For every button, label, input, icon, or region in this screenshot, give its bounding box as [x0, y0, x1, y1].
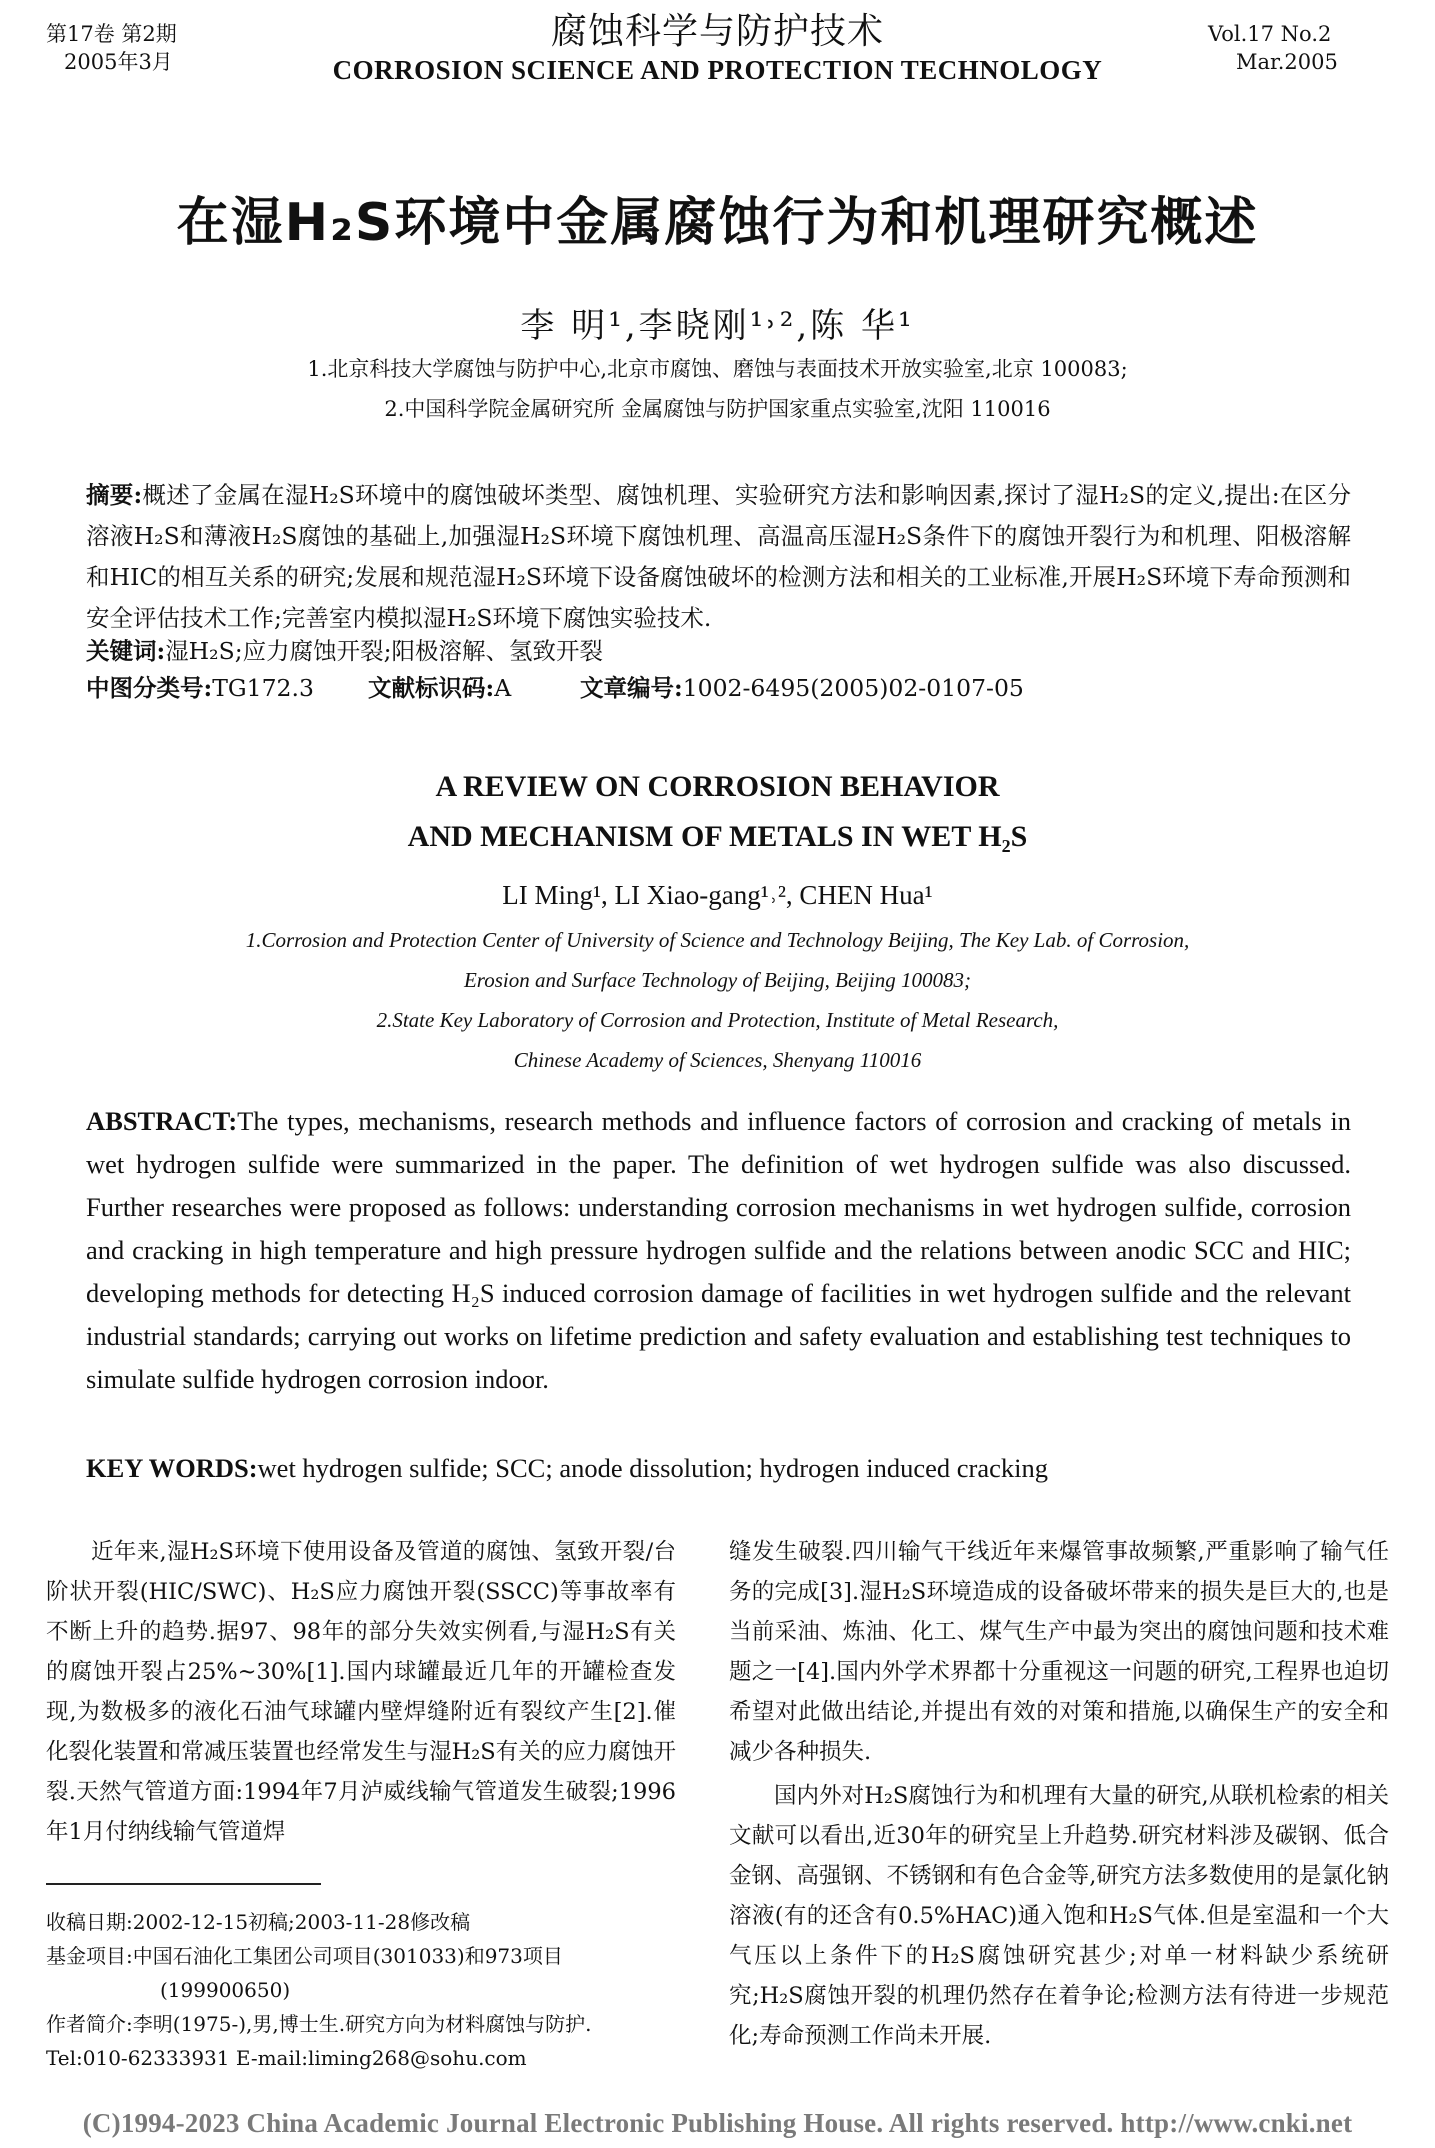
keywords-en-label: KEY WORDS:	[86, 1453, 258, 1483]
abstract-cn-label: 摘要:	[86, 481, 143, 509]
affiliation-cn-2: 2.中国科学院金属研究所 金属腐蚀与防护国家重点实验室,沈阳 110016	[384, 397, 1051, 421]
body-paragraph: 国内外对H₂S腐蚀行为和机理有大量的研究,从联机检索的相关文献可以看出,近30年的研究呈上升趋势.研究材料涉及碳钢、低合金钢、高强钢、不锈钢和有色合金等,研究方法多数使用的是氯化钠溶液(有的还含有0.5%HAC)通入饱和H₂S气体.但是室温和一个大气压以上条件下的H₂S腐蚀研究甚少;对单一材料缺少系统研究;H₂S腐蚀开裂的机理仍然存在着争论;检测方法有待进一步规范化;寿命预测工作尚未开展.	[729, 1783, 1389, 2049]
affiliation-en-2-cont: Chinese Academy of Sciences, Shenyang 110016	[513, 1048, 922, 1072]
footnotes	[46, 1905, 686, 2075]
authors-en: LI Ming¹, LI Xiao-gang¹˒², CHEN Hua¹	[502, 880, 933, 910]
keywords-cn	[86, 633, 603, 669]
abstract-en-text: The types, mechanisms, research methods and influence factors of corrosion and cracking of metals in wet hydrogen sulfide were summarized in the paper. The definition of wet hydrogen sulfide was also discussed. Further researches were proposed as follows: understanding corrosion mechanisms in wet hydrogen sulfide, corrosion and cracking in high temperature and high pressure hydrogen sulfide and the relations between anodic SCC and HIC; developing methods for detecting H₂S induced corrosion damage of facilities in wet hydrogen sulfide and the relevant industrial standards; carrying out works on lifetime prediction and safety evaluation and establishing test techniques to simulate sulfide hydrogen corrosion indoor.	[86, 1106, 1351, 1394]
body-paragraph: 近年来,湿H₂S环境下使用设备及管道的腐蚀、氢致开裂/台阶状开裂(HIC/SWC)、H₂S应力腐蚀开裂(SSCC)等事故率有不断上升的趋势.据97、98年的部分失效实例看,与湿H₂S有关的腐蚀开裂占25%~30%[1].国内球罐最近几年的开罐检查发现,为数极多的液化石油气球罐内壁焊缝附近有裂纹产生[2].催化裂化装置和常减压装置也经常发生与湿H₂S有关的应力腐蚀开裂.天然气管道方面:1994年7月泸威线输气管道发生破裂;1996年1月付纳线输气管道焊	[46, 1539, 676, 1845]
footnote-divider	[46, 1883, 321, 1885]
abstract-en	[86, 1100, 1351, 1401]
classification-row	[86, 670, 1351, 706]
copyright-watermark: (C)1994-2023 China Academic Journal Electronic Publishing House. All rights reserved. http://www.cnki.net	[82, 2108, 1353, 2138]
affiliation-en-1-cont: Erosion and Surface Technology of Beijing, Beijing 100083;	[463, 968, 972, 992]
paper-title-cn: 在湿H₂S环境中金属腐蚀行为和机理研究概述	[176, 193, 1259, 253]
keywords-en	[86, 1447, 1351, 1490]
issue-date-en: Mar.2005	[1236, 50, 1338, 74]
keywords-cn-text: 湿H₂S;应力腐蚀开裂;阳极溶解、氢致开裂	[165, 637, 604, 665]
abstract-cn-text: 概述了金属在湿H₂S环境中的腐蚀破坏类型、腐蚀机理、实验研究方法和影响因素,探讨了湿H₂S的定义,提出:在区分溶液H₂S和薄液H₂S腐蚀的基础上,加强湿H₂S环境下腐蚀机理、高温高压湿H₂S条件下的腐蚀开裂行为和机理、阳极溶解和HIC的相互关系的研究;发展和规范湿H₂S环境下设备腐蚀破坏的检测方法和相关的工业标准,开展H₂S环境下寿命预测和安全评估技术工作;完善室内模拟湿H₂S环境下腐蚀实验技术.	[86, 481, 1351, 632]
paper-title-en-line1: A REVIEW ON CORROSION BEHAVIOR	[435, 770, 1000, 803]
footnote-contact: Tel:010-62333931 E-mail:liming268@sohu.com	[46, 2046, 527, 2070]
footnote-author-bio: 作者简介:李明(1975-),男,博士生.研究方向为材料腐蚀与防护.	[46, 2012, 592, 2036]
affiliation-en-2: 2.State Key Laboratory of Corrosion and Protection, Institute of Metal Research,	[376, 1008, 1059, 1032]
abstract-cn	[86, 475, 1351, 639]
authors-cn: 李 明¹,李晓刚¹˒²,陈 华¹	[520, 306, 915, 346]
journal-name-en: CORROSION SCIENCE AND PROTECTION TECHNOLOGY	[332, 55, 1103, 85]
journal-name-cn: 腐蚀科学与防护技术	[550, 11, 884, 52]
paper-title-en-line2: AND MECHANISM OF METALS IN WET H₂S	[407, 820, 1028, 853]
body-column-right	[729, 1532, 1389, 2056]
affiliation-cn-1: 1.北京科技大学腐蚀与防护中心,北京市腐蚀、磨蚀与表面技术开放实验室,北京 100083;	[307, 357, 1128, 381]
issue-info-en	[1208, 20, 1338, 76]
footnote-fund-cont: (199900650)	[160, 1978, 291, 2002]
clc-label: 中图分类号:	[86, 674, 213, 702]
affiliation-en-1: 1.Corrosion and Protection Center of University of Science and Technology Beijing, The Key Lab. of Corrosion,	[245, 928, 1190, 952]
doc-code-label: 文献标识码:	[368, 674, 495, 702]
keywords-en-text: wet hydrogen sulfide; SCC; anode dissolution; hydrogen induced cracking	[257, 1453, 1048, 1483]
abstract-en-label: ABSTRACT:	[86, 1106, 238, 1136]
issue-date: 2005年3月	[64, 50, 173, 74]
doc-code-value: A	[494, 674, 512, 702]
article-number-label: 文章编号:	[580, 674, 683, 702]
issue-volume-en: Vol.17 No.2	[1208, 22, 1332, 46]
article-number-value: 1002-6495(2005)02-0107-05	[682, 674, 1024, 702]
issue-volume: 第17卷 第2期	[46, 22, 177, 46]
footnote-fund: 基金项目:中国石油化工集团公司项目(301033)和973项目	[46, 1944, 563, 1968]
keywords-cn-label: 关键词:	[86, 637, 166, 665]
body-paragraph: 缝发生破裂.四川输气干线近年来爆管事故频繁,严重影响了输气任务的完成[3].湿H₂S环境造成的设备破坏带来的损失是巨大的,也是当前采油、炼油、化工、煤气生产中最为突出的腐蚀问题和技术难题之一[4].国内外学术界都十分重视这一问题的研究,工程界也迫切希望对此做出结论,并提出有效的对策和措施,以确保生产的安全和减少各种损失.	[729, 1539, 1389, 1765]
clc-value: TG172.3	[212, 674, 314, 702]
paper-title-en	[0, 762, 1435, 862]
body-column-left	[46, 1532, 676, 1852]
footnote-received: 收稿日期:2002-12-15初稿;2003-11-28修改稿	[46, 1910, 471, 1934]
